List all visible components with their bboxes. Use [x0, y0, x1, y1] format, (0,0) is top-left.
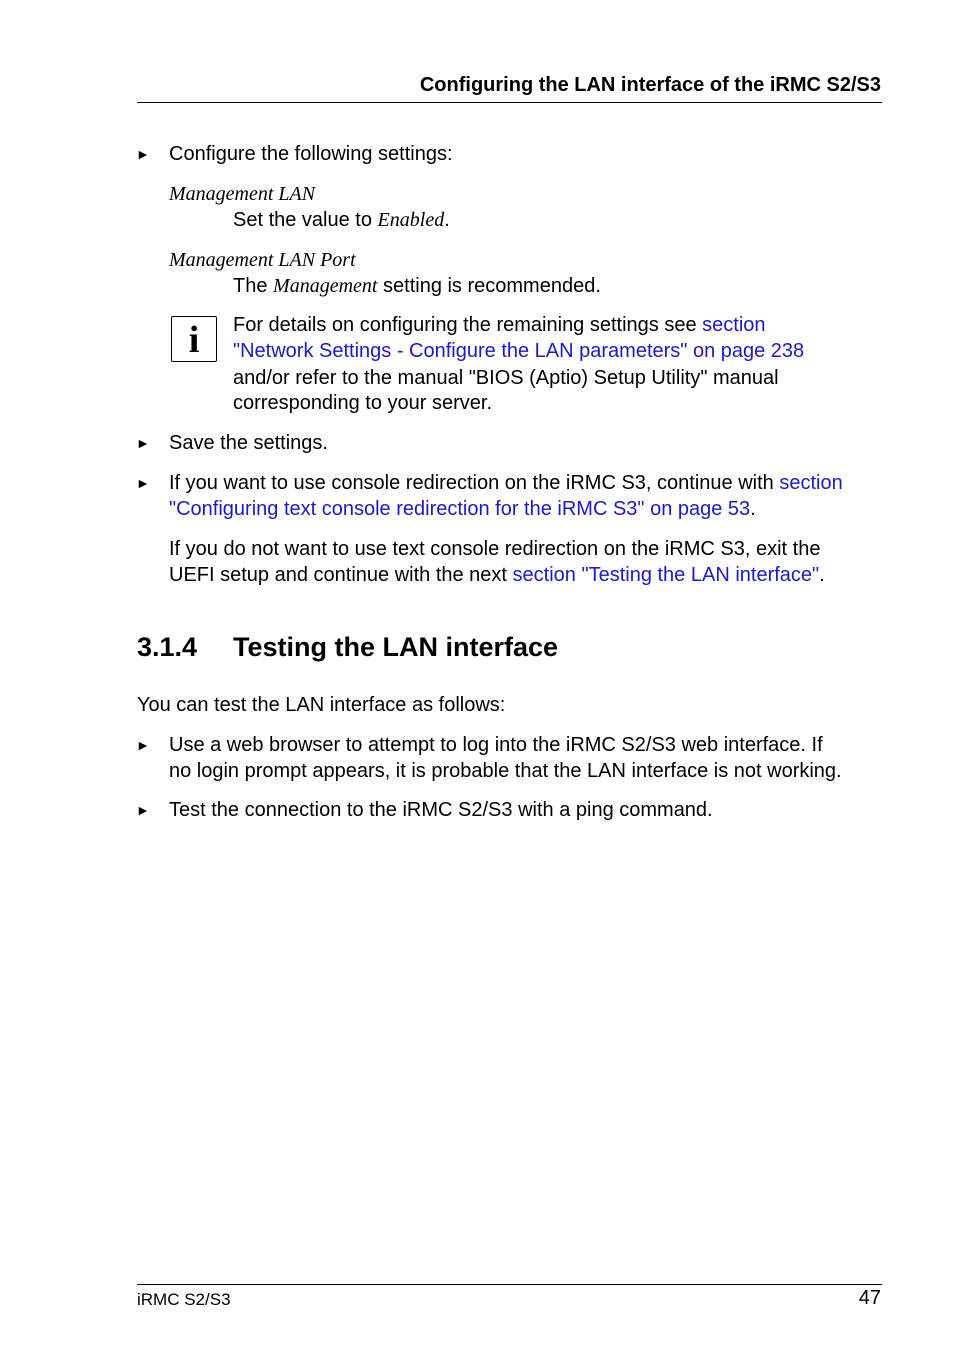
punctuation: .	[819, 564, 825, 586]
desc-management-lan-port	[233, 273, 601, 299]
step-console-redirection-line-1	[169, 470, 843, 496]
running-header: Configuring the LAN interface of the iRMC S2/S3	[419, 74, 881, 96]
desc-management-lan	[233, 207, 450, 233]
info-icon: i	[171, 316, 217, 362]
info-line-1	[233, 312, 766, 338]
step-configure-settings: Configure the following settings:	[169, 143, 453, 165]
desc-suffix: setting is recommended.	[377, 275, 601, 297]
section-title: Testing the LAN interface	[233, 632, 559, 662]
link-network-settings-page-238[interactable]: "Network Settings - Configure the LAN parameters" on page 238	[233, 340, 805, 362]
para-no-redirection-line-2	[169, 562, 825, 588]
step-web-browser-line-2: no login prompt appears, it is probable that the LAN interface is not working.	[169, 760, 842, 782]
term-management-lan-port: Management LAN Port	[169, 249, 356, 271]
info-line-3: and/or refer to the manual "BIOS (Aptio) Setup Utility" manual	[233, 367, 779, 389]
term-management-lan: Management LAN	[169, 183, 316, 205]
page-number: 47	[858, 1287, 881, 1309]
desc-prefix: Set the value to	[233, 209, 378, 231]
footer-product-name: iRMC S2/S3	[137, 1290, 231, 1309]
bullet-arrow-icon: ►	[136, 146, 150, 162]
step-console-redirection-line-2	[169, 496, 756, 522]
bullet-arrow-icon: ►	[136, 435, 150, 451]
info-line-4: corresponding to your server.	[233, 392, 493, 414]
desc-prefix: The	[233, 275, 274, 297]
para-no-redirection-line-1: If you do not want to use text console redirection on the iRMC S3, exit the	[169, 538, 821, 560]
punctuation: .	[750, 498, 756, 520]
bullet-arrow-icon: ►	[136, 802, 150, 818]
footer-rule	[137, 1284, 882, 1285]
bullet-arrow-icon: ►	[136, 475, 150, 491]
link-console-redirection-page-53[interactable]: "Configuring text console redirection for the iRMC S3" on page 53	[169, 498, 751, 520]
link-section-network-settings[interactable]: section	[702, 314, 766, 336]
step-ping-test: Test the connection to the iRMC S2/S3 with a ping command.	[169, 799, 713, 821]
link-section-testing-lan[interactable]: section "Testing the LAN interface"	[512, 564, 820, 586]
para-text: UEFI setup and continue with the next	[169, 564, 513, 586]
intro-text: You can test the LAN interface as follows:	[137, 694, 506, 716]
info-text: For details on configuring the remaining settings see	[233, 314, 703, 336]
step-web-browser-line-1: Use a web browser to attempt to log into the iRMC S2/S3 web interface. If	[169, 734, 823, 756]
bullet-arrow-icon: ►	[136, 737, 150, 753]
header-rule	[137, 102, 882, 103]
link-section-console-redirection[interactable]: section	[779, 472, 843, 494]
step-text: If you want to use console redirection on the iRMC S3, continue with	[169, 472, 780, 494]
step-save-settings: Save the settings.	[169, 432, 328, 454]
value-management: Management	[273, 275, 378, 297]
section-number: 3.1.4	[137, 632, 198, 662]
desc-suffix: .	[444, 209, 450, 231]
value-enabled: Enabled	[377, 209, 445, 231]
